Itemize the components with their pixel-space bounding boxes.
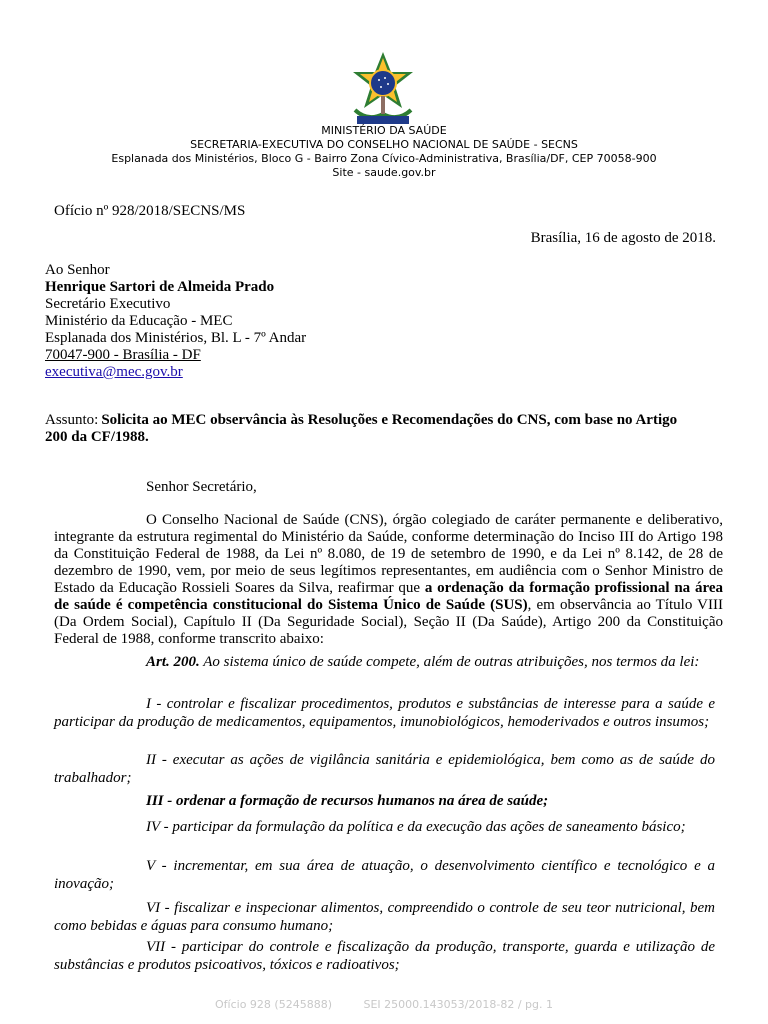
recipient-email-link[interactable]: executiva@mec.gov.br: [45, 364, 183, 380]
article-item: VII - participar do controle e fiscalização da produção, transporte, guarda e utilização de substâncias e produtos psicoativos, tóxicos e radioativos;: [54, 939, 715, 973]
article-item: I - controlar e fiscalizar procedimentos, produtos e substâncias de interesse para a saúde e participar da produção de medicamentos, equipamentos, imunobiológicos, hemoderivados e outros insumos;: [54, 696, 715, 730]
body-text-bold: a ordenação da formação profissional na área de saúde é competência constitucional do Sistema Único de Saúde (SUS): [54, 580, 724, 613]
article-intro: [54, 653, 715, 671]
greeting: Senhor Secretário,: [146, 479, 257, 495]
recipient-block: [45, 262, 306, 381]
article-item: VI - fiscalizar e inspecionar alimentos, compreendido o controle de seu teor nutricional, bem como bebidas e águas para consumo humano;: [54, 900, 715, 934]
article-title: Art. 200.: [146, 654, 200, 670]
header-site: Site - saude.gov.br: [332, 166, 436, 179]
recipient-cep: 70047-900 - Brasília - DF: [45, 347, 201, 363]
body-text-2: , em observância ao Título VIII (Da Ordem Social), Capítulo II (Da Seguridade Social), Seção II (Da Saúde), Artigo 200 da Constituição Federal de 1988, conforme transcrito abaixo:: [54, 597, 724, 647]
body-paragraph: [54, 512, 723, 648]
subject-block: [45, 412, 725, 446]
footer-sei: SEI 25000.143053/2018-82 / pg. 1: [363, 998, 553, 1011]
page-footer: [0, 998, 768, 1011]
article-intro-text: Ao sistema único de saúde compete, além de outras atribuições, nos termos da lei:: [199, 654, 700, 670]
recipient-org: Ministério da Educação - MEC: [45, 313, 233, 329]
footer-doc: Ofício 928 (5245888): [215, 998, 332, 1011]
recipient-salutation: Ao Senhor: [45, 262, 110, 278]
subject-line1: Solicita ao MEC observância às Resoluções e Recomendações do CNS, com base no Artigo: [101, 412, 678, 428]
subject-line2: 200 da CF/1988.: [45, 429, 149, 445]
article-item: II - executar as ações de vigilância sanitária e epidemiológica, bem como as de saúde do trabalhador;: [54, 752, 715, 786]
brazil-coat-of-arms-icon: [343, 50, 423, 130]
subject-label: Assunto:: [45, 412, 99, 428]
recipient-address: Esplanada dos Ministérios, Bl. L - 7º Andar: [45, 330, 307, 346]
header-address: Esplanada dos Ministérios, Bloco G - Bairro Zona Cívico-Administrativa, Brasília/DF, CEP 70058-900: [111, 152, 657, 165]
header-ministry: MINISTÉRIO DA SAÚDE: [321, 124, 447, 137]
body-text-1: O Conselho Nacional de Saúde (CNS), órgão colegiado de caráter permanente e deliberativo, integrante da estrutura regimental do Ministério da Saúde, conforme determinação do Inciso III do Artigo 198 da Constituição Federal de 1988, da Lei nº 8.080, de 19 de setembro de 1990, e da Lei nº 8.142, de 28 de dezembro de 1990, vem, por meio de seus legítimos representantes, em audiência com o Senhor Ministro de Estado da Educação Rossieli Soares da Silva, reafirmar que: [54, 512, 723, 596]
article-item: V - incrementar, em sua área de atuação, o desenvolvimento científico e tecnológico e a inovação;: [54, 858, 715, 892]
letter-number: Ofício nº 928/2018/SECNS/MS: [54, 203, 246, 219]
article-item: IV - participar da formulação da política e da execução das ações de saneamento básico;: [146, 819, 686, 835]
article-item-highlighted: III - ordenar a formação de recursos humanos na área de saúde;: [146, 793, 549, 809]
header-secretariat: SECRETARIA-EXECUTIVA DO CONSELHO NACIONAL DE SAÚDE - SECNS: [190, 138, 578, 151]
recipient-name: Henrique Sartori de Almeida Prado: [45, 279, 275, 295]
letter-date: Brasília, 16 de agosto de 2018.: [530, 230, 716, 246]
recipient-role: Secretário Executivo: [45, 296, 171, 312]
